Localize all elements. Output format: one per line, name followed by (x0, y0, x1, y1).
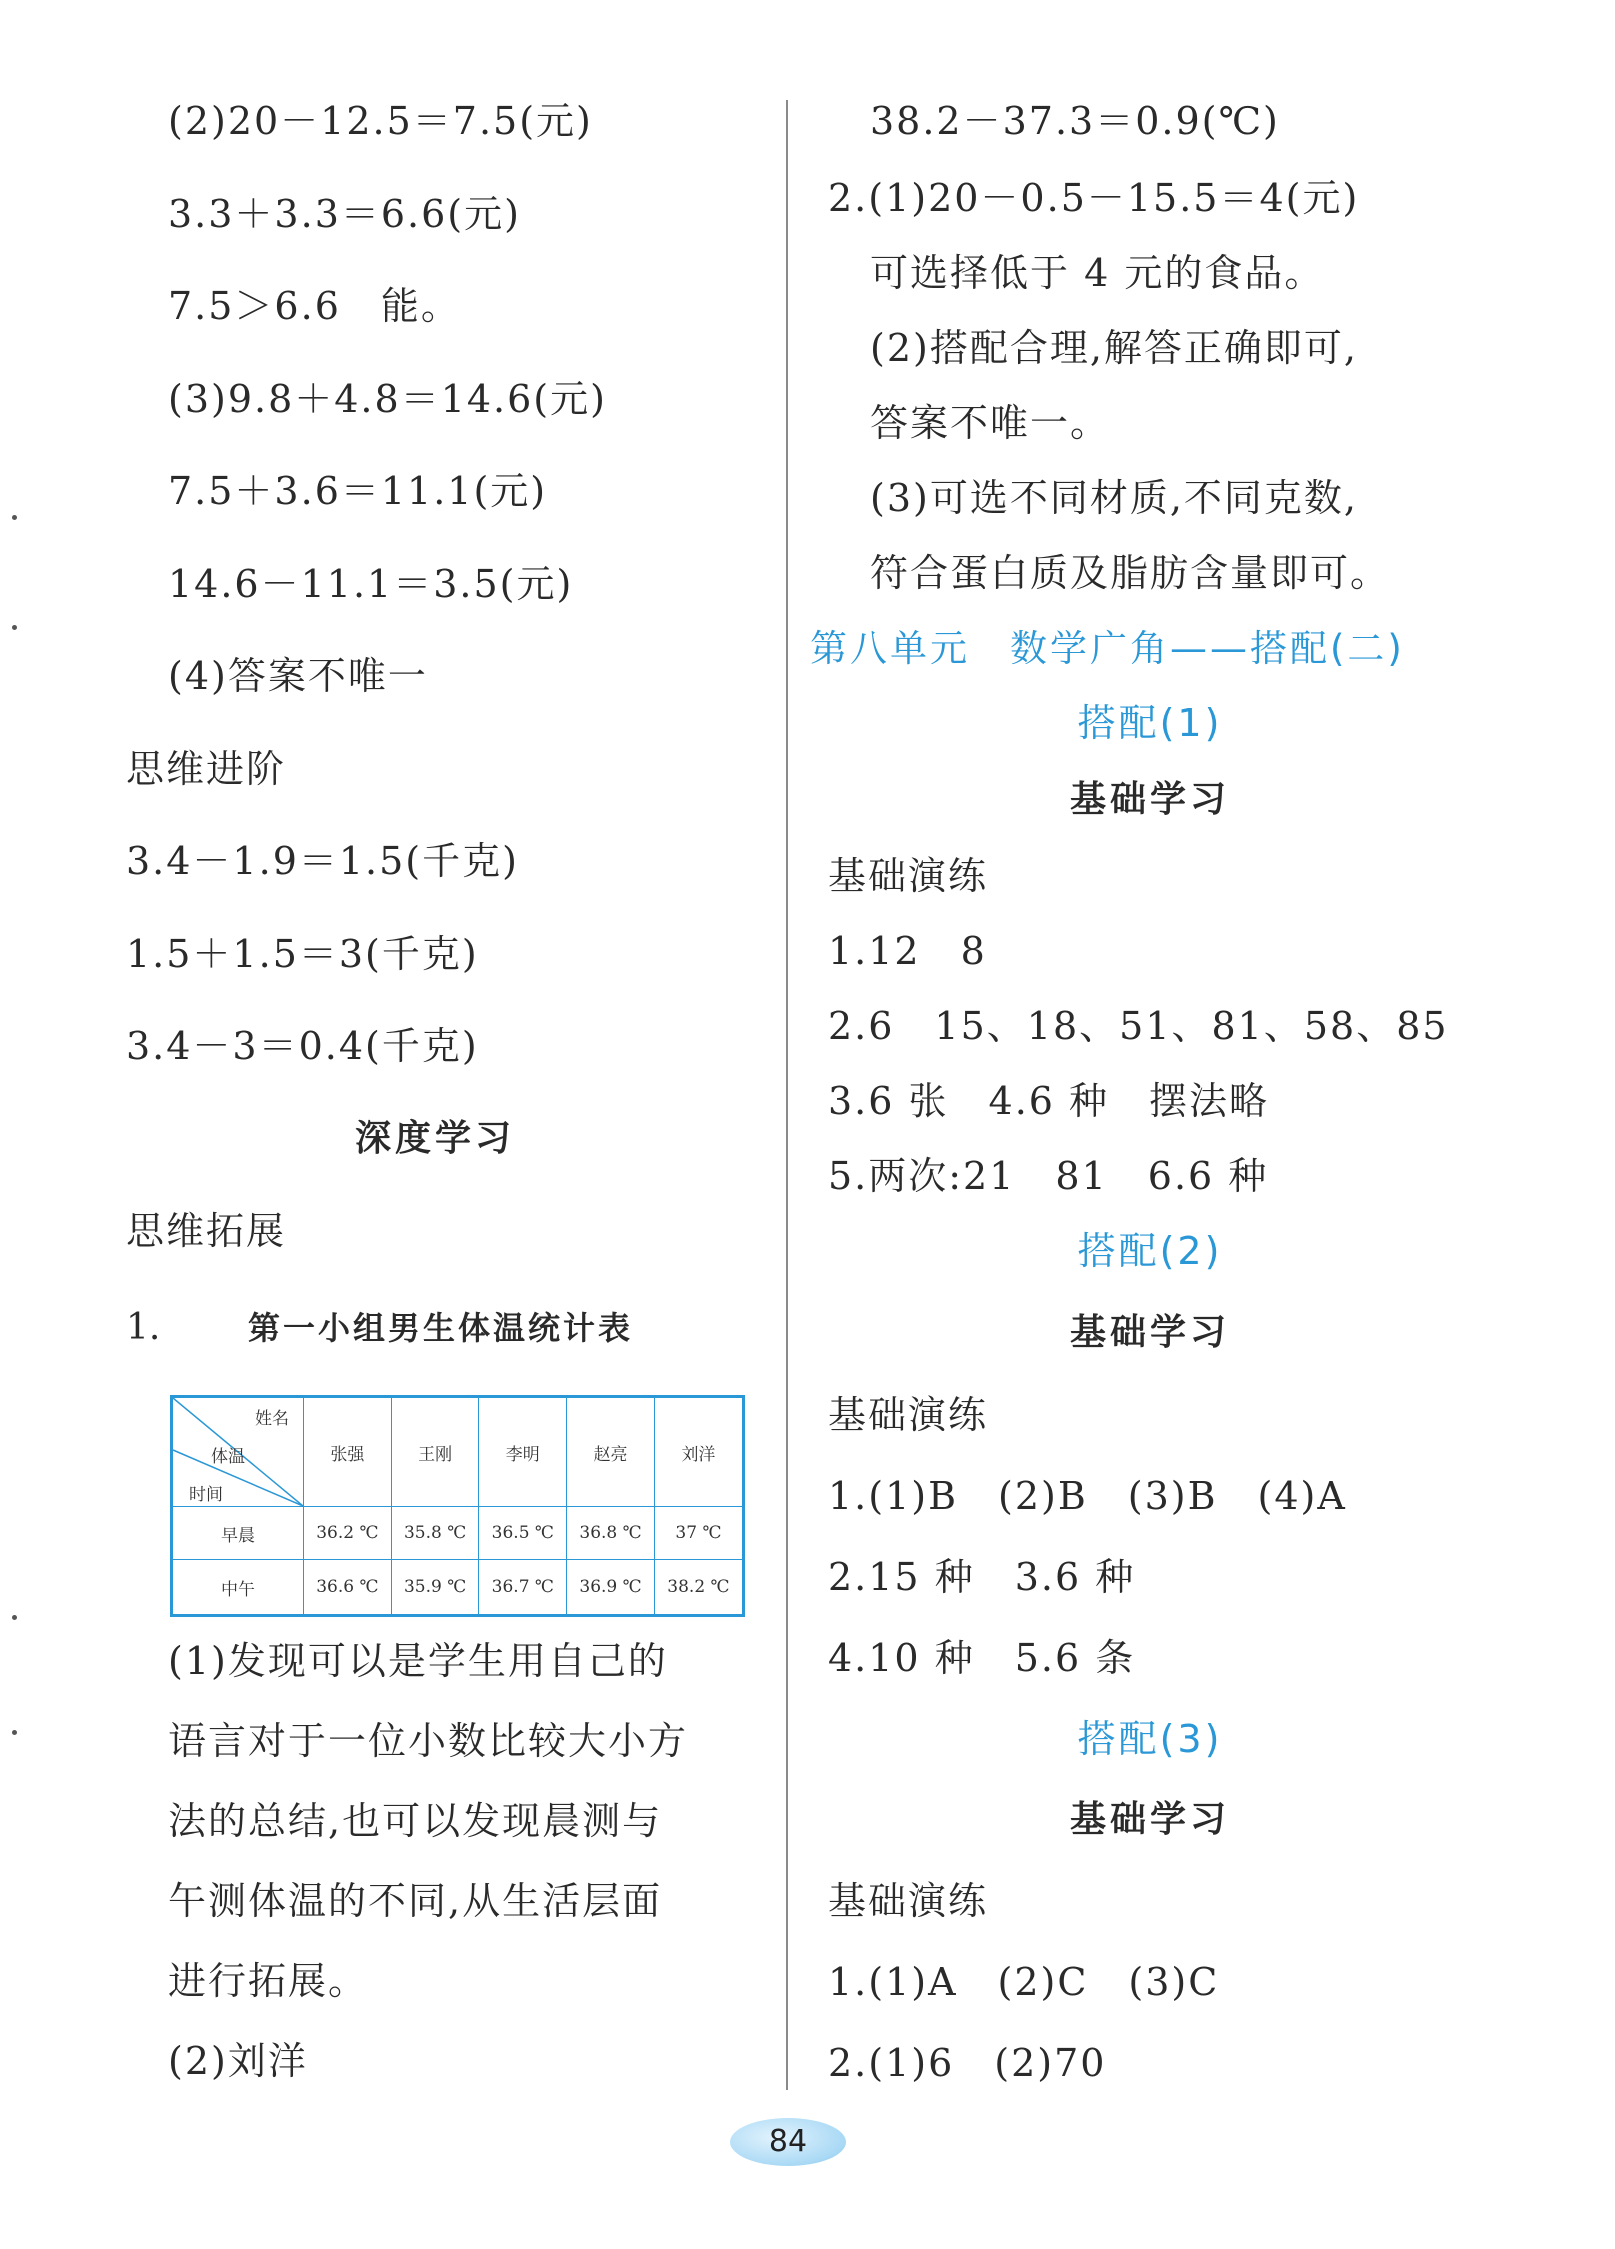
table-cell: 36.2 ℃ (304, 1507, 392, 1560)
corner-label-name: 姓名 (255, 1409, 289, 1429)
answer-line: 38.2－37.3＝0.9(℃) (870, 99, 1280, 143)
heading-shendu-xuexi: 深度学习 (354, 1118, 515, 1159)
answer-line: (3)可选不同材质,不同克数, (870, 476, 1358, 520)
answer-line: (2)20－12.5＝7.5(元) (168, 99, 593, 143)
answer-line: 1.(1)A (2)C (3)C (828, 1960, 1220, 2004)
section-label-jichu-yanlian: 基础演练 (828, 1879, 989, 1923)
answer-line: 1.12 8 (828, 929, 987, 973)
answer-line: 5.两次:21 81 6.6 种 (828, 1154, 1269, 1198)
answer-line: 语言对于一位小数比较大小方 (168, 1719, 689, 1763)
column-header: 李明 (479, 1397, 567, 1507)
table-caption (126, 1305, 633, 1351)
table-row (172, 1560, 744, 1616)
answer-line: (1)发现可以是学生用自己的 (168, 1639, 668, 1683)
table-cell: 36.7 ℃ (479, 1560, 567, 1616)
answer-line: 1.(1)B (2)B (3)B (4)A (828, 1474, 1347, 1518)
answer-line: 4.10 种 5.6 条 (828, 1636, 1136, 1680)
table-title: 第一小组男生体温统计表 (248, 1309, 634, 1347)
table-cell: 36.9 ℃ (567, 1560, 655, 1616)
answer-line: (2)搭配合理,解答正确即可, (870, 326, 1358, 370)
table-cell: 36.8 ℃ (567, 1507, 655, 1560)
answer-line: (2)刘洋 (168, 2039, 308, 2083)
table-cell: 35.9 ℃ (391, 1560, 479, 1616)
section-title-dapei-2: 搭配(2) (1077, 1229, 1223, 1273)
answer-line: (4)答案不唯一 (168, 654, 428, 698)
section-label-siwei-jinjie: 思维进阶 (126, 747, 287, 791)
answer-line: 3.6 张 4.6 种 摆法略 (828, 1079, 1270, 1123)
column-divider (786, 100, 788, 2090)
heading-jichu-xuexi: 基础学习 (1069, 779, 1230, 820)
answer-line: 7.5＋3.6＝11.1(元) (168, 469, 548, 513)
column-header: 张强 (304, 1397, 392, 1507)
answer-line: 午测体温的不同,从生活层面 (168, 1879, 663, 1923)
section-title-dapei-3: 搭配(3) (1077, 1717, 1223, 1761)
page-number: 84 (730, 2118, 846, 2166)
answer-line: 3.4－1.9＝1.5(千克) (126, 839, 519, 883)
table-cell: 37 ℃ (654, 1507, 743, 1560)
question-number: 1. (126, 1307, 161, 1348)
corner-label-temp: 体温 (211, 1447, 245, 1467)
answer-line: 1.5＋1.5＝3(千克) (126, 932, 479, 976)
section-label-siwei-tuozhan: 思维拓展 (126, 1209, 287, 1253)
margin-dot (12, 1730, 17, 1735)
answer-line: 7.5＞6.6 能。 (168, 284, 461, 328)
row-label: 早晨 (172, 1507, 304, 1560)
margin-dot (12, 515, 17, 520)
table-cell: 35.8 ℃ (391, 1507, 479, 1560)
column-header: 赵亮 (567, 1397, 655, 1507)
column-header: 王刚 (391, 1397, 479, 1507)
answer-line: 答案不唯一。 (870, 401, 1111, 445)
answer-line: 法的总结,也可以发现晨测与 (168, 1799, 663, 1843)
answer-line: 3.4－3＝0.4(千克) (126, 1024, 479, 1068)
answer-line: 2.15 种 3.6 种 (828, 1555, 1136, 1599)
heading-jichu-xuexi: 基础学习 (1069, 1312, 1230, 1353)
answer-line: 2.6 15、18、51、81、58、85 (828, 1004, 1449, 1048)
table-row (172, 1507, 744, 1560)
answer-line: 进行拓展。 (168, 1959, 369, 2003)
temperature-table (170, 1395, 745, 1617)
answer-line: 3.3＋3.3＝6.6(元) (168, 192, 521, 236)
table-cell: 36.6 ℃ (304, 1560, 392, 1616)
unit-title: 第八单元 数学广角——搭配(二) (810, 627, 1405, 670)
answer-line: (3)9.8＋4.8＝14.6(元) (168, 377, 607, 421)
row-label: 中午 (172, 1560, 304, 1616)
table-cell: 36.5 ℃ (479, 1507, 567, 1560)
margin-dot (12, 625, 17, 630)
answer-line: 14.6－11.1＝3.5(元) (168, 562, 574, 606)
section-label-jichu-yanlian: 基础演练 (828, 854, 989, 898)
column-header: 刘洋 (654, 1397, 743, 1507)
diagonal-header-cell (172, 1397, 304, 1507)
table-header-row (172, 1397, 744, 1507)
margin-dot (12, 1615, 17, 1620)
answer-line: 2.(1)20－0.5－15.5＝4(元) (828, 176, 1360, 220)
heading-jichu-xuexi: 基础学习 (1069, 1799, 1230, 1840)
answer-line: 可选择低于 4 元的食品。 (870, 251, 1325, 295)
section-title-dapei-1: 搭配(1) (1077, 701, 1223, 745)
corner-label-time: 时间 (189, 1485, 223, 1505)
answer-line: 2.(1)6 (2)70 (828, 2041, 1107, 2085)
table-cell: 38.2 ℃ (654, 1560, 743, 1616)
section-label-jichu-yanlian: 基础演练 (828, 1393, 989, 1437)
answer-line: 符合蛋白质及脂肪含量即可。 (870, 551, 1391, 595)
